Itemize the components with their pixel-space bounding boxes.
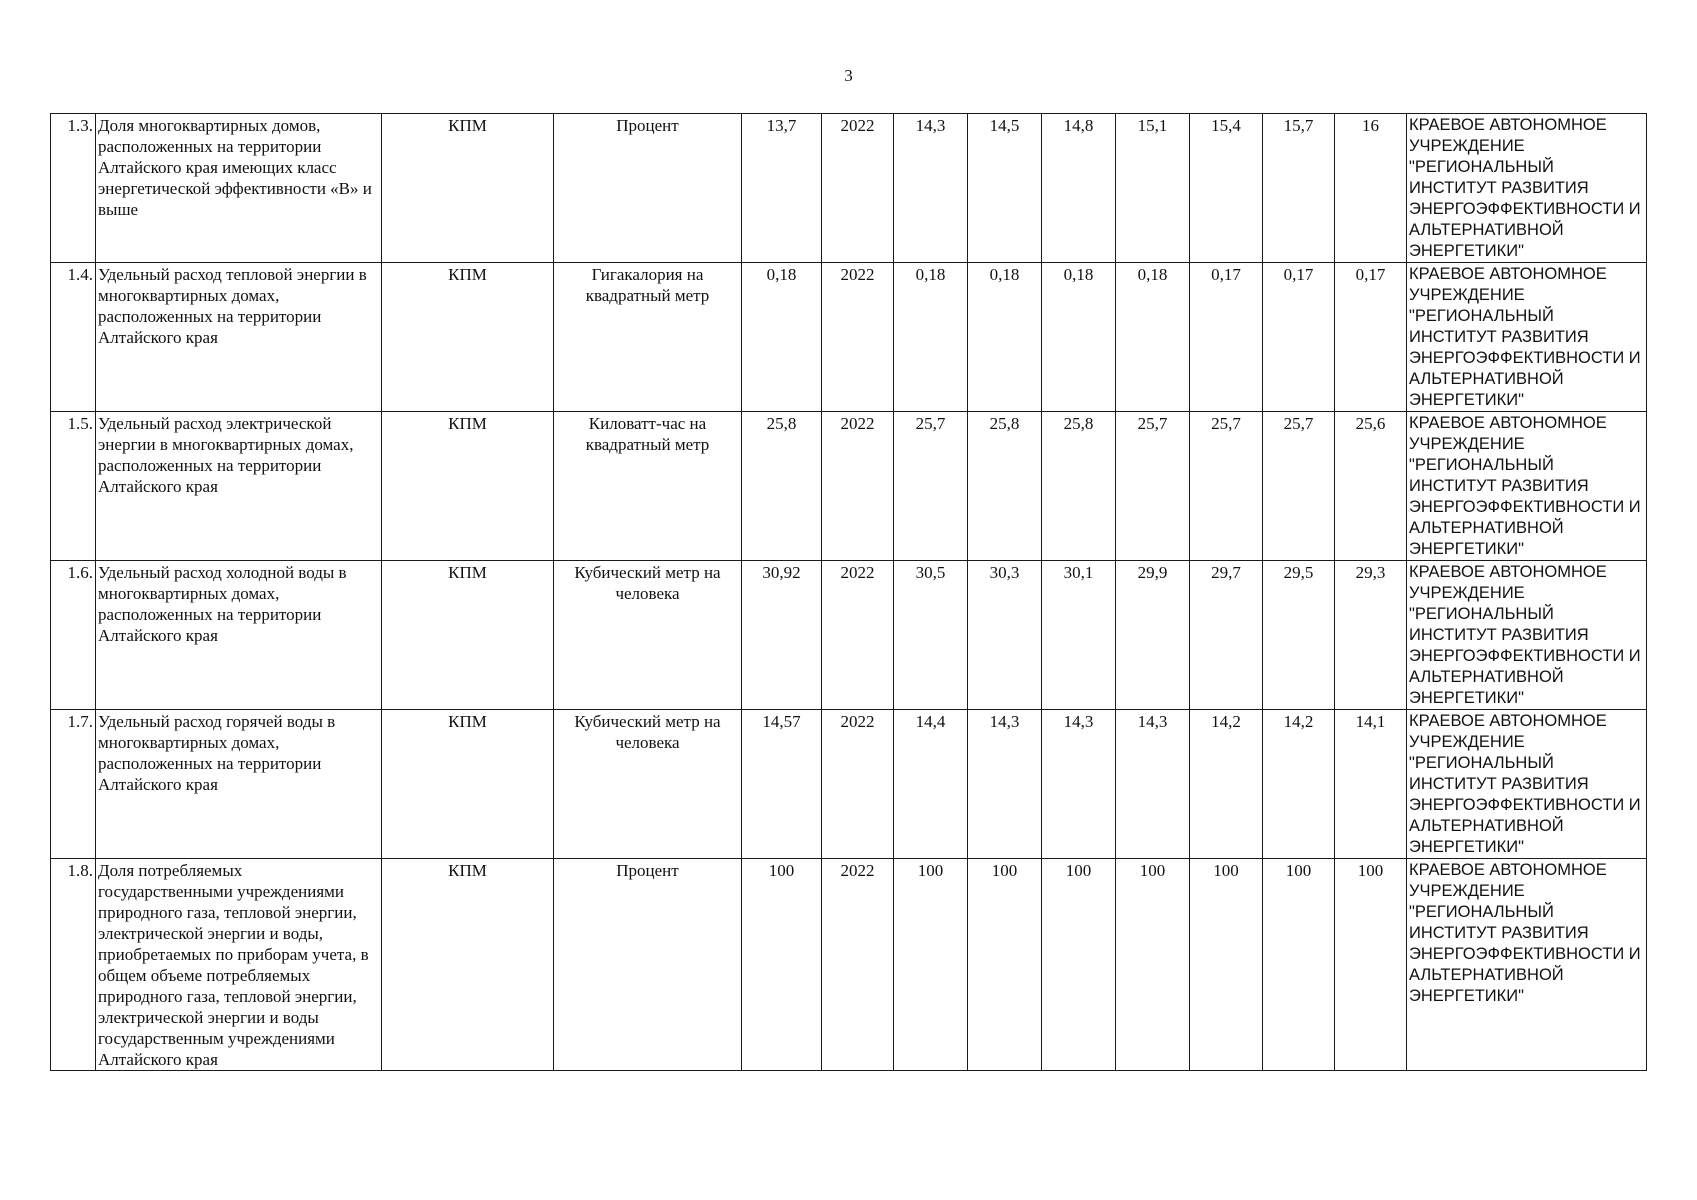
row-number: 1.7. [51,710,96,859]
year-value: 100 [894,859,968,1071]
base-value: 0,18 [742,263,822,412]
year-value: 14,4 [894,710,968,859]
year-value: 30,1 [1042,561,1116,710]
year-value: 30,3 [968,561,1042,710]
indicator-name: Удельный расход холодной воды в многоквартирных домах, расположенных на территории Алтайского края [96,561,382,710]
year-value: 100 [1116,859,1190,1071]
base-value: 25,8 [742,412,822,561]
row-number: 1.4. [51,263,96,412]
base-value: 30,92 [742,561,822,710]
unit-of-measure: Кубический метр на человека [554,710,742,859]
year-value: 0,18 [1042,263,1116,412]
responsible-organization: КРАЕВОЕ АВТОНОМНОЕ УЧРЕЖДЕНИЕ "РЕГИОНАЛЬНЫЙ ИНСТИТУТ РАЗВИТИЯ ЭНЕРГОЭФФЕКТИВНОСТИ И АЛЬТЕРНАТИВНОЙ ЭНЕРГЕТИКИ" [1407,710,1647,859]
indicator-type: КПМ [382,561,554,710]
base-year: 2022 [822,561,894,710]
indicator-name: Удельный расход тепловой энергии в многоквартирных домах, расположенных на территории Алтайского края [96,263,382,412]
year-value: 30,5 [894,561,968,710]
year-value: 100 [968,859,1042,1071]
year-value: 15,4 [1190,114,1263,263]
base-value: 14,57 [742,710,822,859]
year-value: 25,7 [1116,412,1190,561]
responsible-organization: КРАЕВОЕ АВТОНОМНОЕ УЧРЕЖДЕНИЕ "РЕГИОНАЛЬНЫЙ ИНСТИТУТ РАЗВИТИЯ ЭНЕРГОЭФФЕКТИВНОСТИ И АЛЬТЕРНАТИВНОЙ ЭНЕРГЕТИКИ" [1407,561,1647,710]
page-number: 3 [844,66,853,85]
base-year: 2022 [822,710,894,859]
year-value: 14,3 [1042,710,1116,859]
year-value: 0,18 [968,263,1042,412]
year-value: 14,3 [968,710,1042,859]
unit-of-measure: Гигакалория на квадратный метр [554,263,742,412]
unit-of-measure: Киловатт-час на квадратный метр [554,412,742,561]
year-value: 29,7 [1190,561,1263,710]
year-value: 25,8 [968,412,1042,561]
table-row [51,263,1647,412]
year-value: 0,18 [894,263,968,412]
responsible-organization: КРАЕВОЕ АВТОНОМНОЕ УЧРЕЖДЕНИЕ "РЕГИОНАЛЬНЫЙ ИНСТИТУТ РАЗВИТИЯ ЭНЕРГОЭФФЕКТИВНОСТИ И АЛЬТЕРНАТИВНОЙ ЭНЕРГЕТИКИ" [1407,114,1647,263]
indicator-name: Доля потребляемых государственными учреждениями природного газа, тепловой энергии, электрической энергии и воды, приобретаемых по приборам учета, в общем объеме потребляемых природного газа, тепловой энергии, электрической энергии и воды государственным учреждениями Алтайского края [96,859,382,1071]
table-row [51,710,1647,859]
indicator-type: КПМ [382,710,554,859]
year-value: 25,7 [1190,412,1263,561]
year-value: 14,3 [894,114,968,263]
year-value: 16 [1335,114,1407,263]
unit-of-measure: Процент [554,114,742,263]
indicator-type: КПМ [382,859,554,1071]
year-value: 14,2 [1190,710,1263,859]
table-row [51,412,1647,561]
year-value: 14,3 [1116,710,1190,859]
year-value: 15,1 [1116,114,1190,263]
base-value: 13,7 [742,114,822,263]
base-year: 2022 [822,859,894,1071]
year-value: 14,5 [968,114,1042,263]
table-row [51,561,1647,710]
responsible-organization: КРАЕВОЕ АВТОНОМНОЕ УЧРЕЖДЕНИЕ "РЕГИОНАЛЬНЫЙ ИНСТИТУТ РАЗВИТИЯ ЭНЕРГОЭФФЕКТИВНОСТИ И АЛЬТЕРНАТИВНОЙ ЭНЕРГЕТИКИ" [1407,412,1647,561]
unit-of-measure: Процент [554,859,742,1071]
indicator-name: Удельный расход горячей воды в многоквартирных домах, расположенных на территории Алтайского края [96,710,382,859]
indicator-name: Удельный расход электрической энергии в многоквартирных домах, расположенных на территории Алтайского края [96,412,382,561]
row-number: 1.5. [51,412,96,561]
unit-of-measure: Кубический метр на человека [554,561,742,710]
row-number: 1.3. [51,114,96,263]
responsible-organization: КРАЕВОЕ АВТОНОМНОЕ УЧРЕЖДЕНИЕ "РЕГИОНАЛЬНЫЙ ИНСТИТУТ РАЗВИТИЯ ЭНЕРГОЭФФЕКТИВНОСТИ И АЛЬТЕРНАТИВНОЙ ЭНЕРГЕТИКИ" [1407,859,1647,1071]
year-value: 25,6 [1335,412,1407,561]
table-row [51,859,1647,1071]
year-value: 100 [1335,859,1407,1071]
base-year: 2022 [822,263,894,412]
year-value: 25,7 [1263,412,1335,561]
base-year: 2022 [822,114,894,263]
year-value: 29,9 [1116,561,1190,710]
indicator-type: КПМ [382,412,554,561]
row-number: 1.6. [51,561,96,710]
year-value: 15,7 [1263,114,1335,263]
year-value: 29,3 [1335,561,1407,710]
year-value: 100 [1263,859,1335,1071]
year-value: 14,2 [1263,710,1335,859]
year-value: 29,5 [1263,561,1335,710]
indicators-table [50,113,1647,1071]
year-value: 100 [1190,859,1263,1071]
base-value: 100 [742,859,822,1071]
year-value: 0,18 [1116,263,1190,412]
indicator-name: Доля многоквартирных домов, расположенных на территории Алтайского края имеющих класс энергетической эффективности «В» и выше [96,114,382,263]
indicator-type: КПМ [382,114,554,263]
year-value: 25,7 [894,412,968,561]
responsible-organization: КРАЕВОЕ АВТОНОМНОЕ УЧРЕЖДЕНИЕ "РЕГИОНАЛЬНЫЙ ИНСТИТУТ РАЗВИТИЯ ЭНЕРГОЭФФЕКТИВНОСТИ И АЛЬТЕРНАТИВНОЙ ЭНЕРГЕТИКИ" [1407,263,1647,412]
indicator-type: КПМ [382,263,554,412]
year-value: 14,1 [1335,710,1407,859]
year-value: 0,17 [1263,263,1335,412]
year-value: 25,8 [1042,412,1116,561]
base-year: 2022 [822,412,894,561]
year-value: 0,17 [1335,263,1407,412]
year-value: 100 [1042,859,1116,1071]
row-number: 1.8. [51,859,96,1071]
year-value: 0,17 [1190,263,1263,412]
table-row [51,114,1647,263]
year-value: 14,8 [1042,114,1116,263]
